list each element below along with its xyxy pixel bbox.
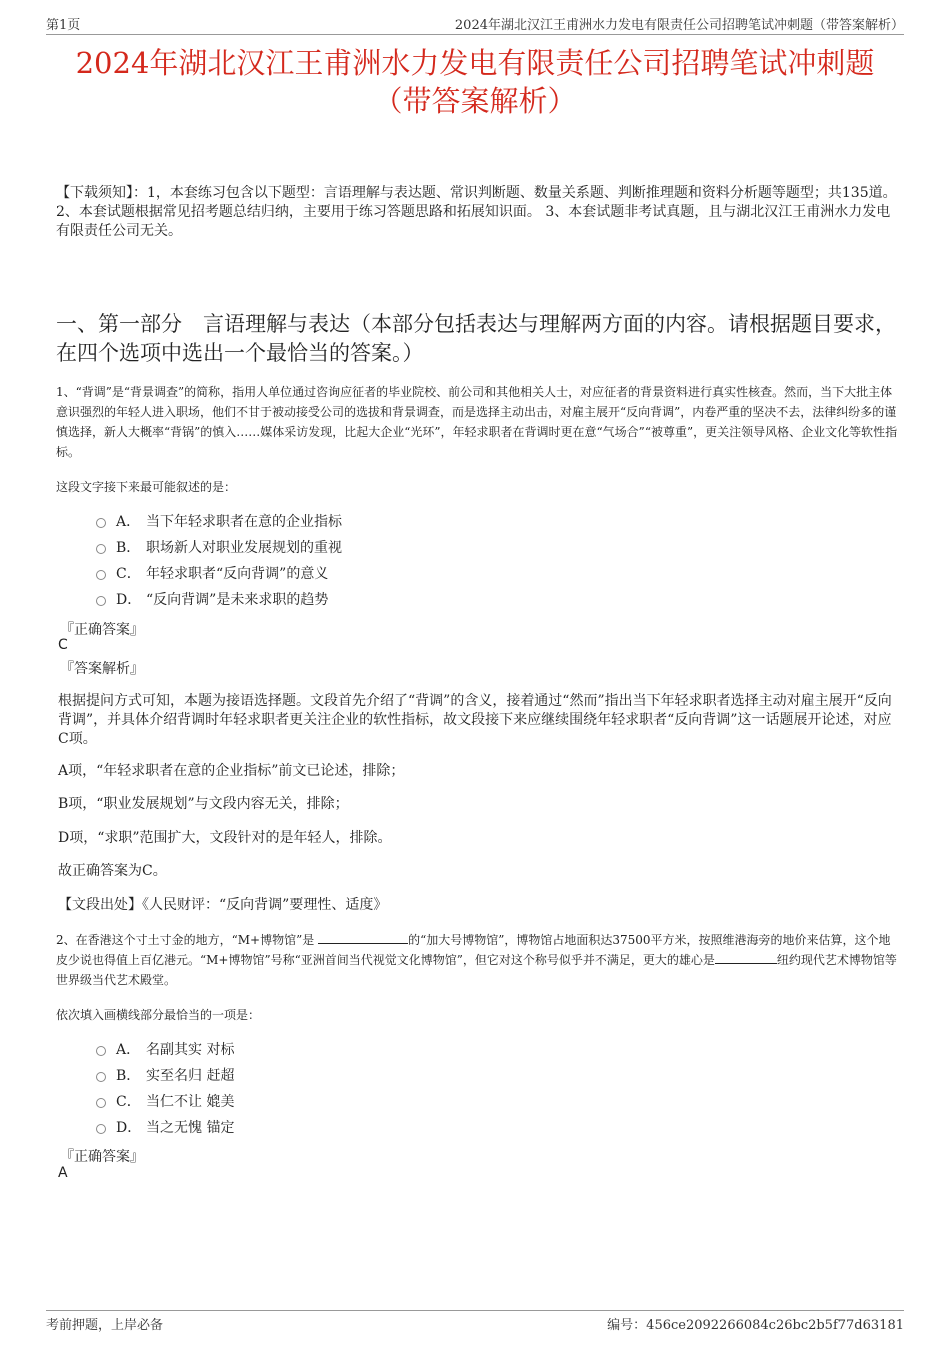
question-1-text: 1、“背调”是“背景调查”的简称，指用人单位通过咨询应征者的毕业院校、前公司和其他相关人士，对应征者的背景资料进行真实性核查。然而，当下大批主体意识强烈的年轻人进入职场，他们不甘于被动接受公司的选拔和背景调查，而是选择主动出击，对雇主展开“反向背调”，内卷严重的坚决不去，法律纠纷多的谨慎选择，新人大概率“背锅”的慎入……媒体采访发现，比起大企业“光环”，年轻求职者在背调时更在意“气场合”“被尊重”，更关注领导风格、企业文化等软性指标。 (56, 385, 898, 459)
q1-option-a[interactable]: A． 当下年轻求职者在意的企业指标 (96, 508, 342, 534)
question-2-options (96, 1036, 234, 1140)
q1-source: 【文段出处】《人民财评：“反向背调”要理性、适度》 (58, 897, 388, 913)
q2-option-d[interactable]: D． 当之无愧 锚定 (96, 1114, 234, 1140)
radio-icon[interactable] (96, 518, 106, 528)
q1-analysis-b: B项，“职业发展规划”与文段内容无关，排除； (58, 796, 349, 812)
radio-icon[interactable] (96, 1098, 106, 1108)
footer-doc-id: 编号：456ce2092266084c26bc2b5f77d63181 (607, 1318, 904, 1333)
q2-option-c[interactable]: C． 当仁不让 媲美 (96, 1088, 234, 1114)
q1-analysis-a: A项，“年轻求职者在意的企业指标”前文已论述，排除； (58, 763, 405, 779)
q1-conclusion: 故正确答案为C。 (58, 863, 167, 879)
q1-answer-label: 『正确答案』 (60, 622, 144, 638)
q1-option-c[interactable]: C． 年轻求职者“反向背调”的意义 (96, 560, 342, 586)
question-1-prompt: 这段文字接下来最可能叙述的是： (56, 480, 237, 494)
download-notice: 【下载须知】：1，本套练习包含以下题型：言语理解与表达题、常识判断题、数量关系题、判断推理题和资料分析题等题型；共135道。 2、本套试题根据常见招考题总结归纳，主要用于练习答题思路和拓展知识面。 3、本套试题非考试真题，且与湖北汉江王甫洲水力发电有限责任公司无关。 (56, 185, 897, 239)
q1-option-d[interactable]: D． “反向背调”是未来求职的趋势 (96, 586, 342, 612)
question-2-text: 2、在香港这个寸土寸金的地方，“M+博物馆”是 的“加大号博物馆”，博物馆占地面积达37500平方米，按照维港海旁的地价来估算，这个地皮少说也得值上百亿港元。“M+博物馆”号称“亚洲首间当代视觉文化博物馆”，但它对这个称号似乎并不满足，更大的雄心是 纽约现代艺术博物馆等世界级当代艺术殿堂。 (56, 933, 897, 987)
radio-icon[interactable] (96, 1072, 106, 1082)
document-title (46, 44, 904, 120)
title-line-2: （带答案解析） (373, 84, 577, 118)
q1-answer: C (58, 637, 68, 653)
radio-icon[interactable] (96, 1124, 106, 1134)
page-number: 第1页 (46, 18, 81, 33)
footer-slogan: 考前押题，上岸必备 (46, 1318, 164, 1333)
radio-icon[interactable] (96, 1046, 106, 1056)
section-heading: 一、第一部分 言语理解与表达（本部分包括表达与理解两方面的内容。请根据题目要求，在四个选项中选出一个最恰当的答案。） (56, 312, 896, 365)
question-1-options (96, 508, 342, 612)
q2-answer-label: 『正确答案』 (60, 1149, 144, 1165)
q1-analysis-label: 『答案解析』 (60, 661, 144, 677)
q2-answer: A (58, 1165, 68, 1181)
question-2-prompt: 依次填入画横线部分最恰当的一项是： (56, 1008, 261, 1022)
fill-blank-2 (715, 951, 777, 964)
header-doc-title: 2024年湖北汉江王甫洲水力发电有限责任公司招聘笔试冲刺题（带答案解析） (454, 18, 904, 33)
page-header (46, 14, 904, 35)
radio-icon[interactable] (96, 596, 106, 606)
radio-icon[interactable] (96, 544, 106, 554)
fill-blank-1 (318, 931, 408, 944)
q1-analysis-main: 根据提问方式可知，本题为接语选择题。文段首先介绍了“背调”的含义，接着通过“然而”指出当下年轻求职者选择主动对雇主展开“反向背调”，并具体介绍背调时年轻求职者更关注企业的软性指标，故文段接下来应继续围绕年轻求职者“反向背调”这一话题展开论述，对应C项。 (58, 693, 892, 747)
q1-analysis-d: D项，“求职”范围扩大，文段针对的是年轻人，排除。 (58, 830, 392, 846)
page-footer (46, 1310, 904, 1334)
radio-icon[interactable] (96, 570, 106, 580)
title-line-1: 2024年湖北汉江王甫洲水力发电有限责任公司招聘笔试冲刺题 (75, 46, 875, 80)
q2-option-b[interactable]: B． 实至名归 赶超 (96, 1062, 234, 1088)
q2-option-a[interactable]: A． 名副其实 对标 (96, 1036, 234, 1062)
q1-option-b[interactable]: B． 职场新人对职业发展规划的重视 (96, 534, 342, 560)
